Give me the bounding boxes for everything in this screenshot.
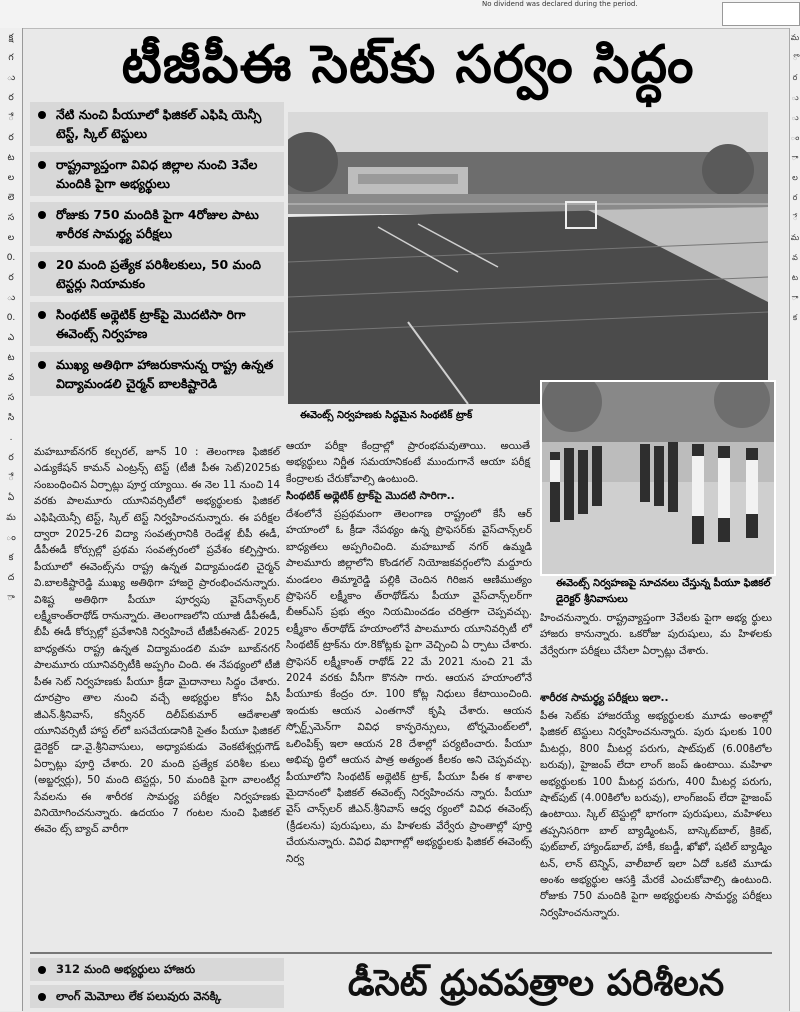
right-strip-fragment: ు (791, 113, 799, 122)
second-headline: డీసెట్ ధ్రువపత్రాల పరిశీలన (347, 962, 725, 1004)
left-strip-fragment: ర (8, 453, 14, 463)
highlight-bullet (30, 352, 284, 396)
second-story-bullet-text: 312 మంది అభ్యర్థులు హాజరు (56, 962, 196, 976)
highlight-bullet-text: నేటి నుంచి పీయూలో ఫిజికల్ ఎఫిషి యెన్సీ టెస్ట్, స్కిల్ టెస్టులు (56, 107, 262, 141)
highlight-bullet (30, 302, 284, 346)
left-strip-fragment: ఎ (7, 333, 15, 343)
highlight-bullets (30, 102, 284, 402)
left-strip-fragment: ు (6, 293, 16, 303)
track-photo-image (288, 112, 768, 404)
left-strip-fragment: ఏ (7, 493, 15, 503)
track-photo (288, 112, 768, 404)
left-strip-fragment: క్ష (8, 33, 14, 43)
right-strip-fragment: వ (792, 253, 798, 262)
right-strip-fragment: క (792, 313, 798, 322)
right-strip-fragment: ర (792, 193, 798, 202)
main-headline: టీజీపీఈ సెట్‌కు సర్వం సిద్ధం (121, 34, 695, 95)
left-strip-fragment: ే (8, 113, 14, 123)
left-strip-fragment: ల (7, 233, 15, 243)
left-strip-fragment: ర (8, 93, 14, 103)
left-strip-fragment: సి (7, 413, 15, 423)
top-note: No dividend was declared during the period. (482, 0, 638, 8)
left-strip-fragment: 0. (6, 253, 16, 263)
right-strip-fragment: ం (790, 133, 800, 142)
left-strip-fragment: ర (8, 133, 14, 143)
top-right-box (722, 2, 800, 26)
bullet-dot-icon (38, 261, 46, 269)
left-strip-fragment: స (7, 393, 15, 403)
left-strip-fragment: 0. (6, 313, 16, 323)
left-strip-fragment: . (9, 433, 13, 443)
right-strip-fragment: మ (790, 233, 800, 242)
left-strip-fragment: మ (6, 513, 16, 523)
article-column-2-body: దేశంలోనే ప్రప్రథమంగా తెలంగాణ రాష్ట్రంలో కేసీ ఆర్ హయాంలో ఓ క్రీడా నేపథ్యం ఉన్న ప్రొఫెసర్‌కు వైస్‌చాన్స్‌లర్ బాధ్యతలు అప్పగించింది. మహబూబ్ నగర్ ఉమ్మడి పాలమూరు జిల్లాలోని కొండగల్ నియోజకవర్గంలోని మద్దూరు మండలం తిమ్మారెడ్డి పల్లికి చెందిన గిరిజన ఆణిముత్యం ప్రొఫెసర్ లక్ష్మీకాం త్‌రాథోడ్‌ను పీయూ వైస్‌చాన్స్‌లర్‌గా బీఆర్ఎస్ ప్రభు త్వం నియమించడం చరిత్రగా చెప్పవచ్చు. లక్ష్మీకాం త్‌రాథోడ్ హయాంలోనే పాలమూరు యూనివర్సిటీ లో సింథటిక్ ట్రాక్‌ను రూ.8కోట్లకు పైగా వెచ్చించి ఏ ర్పాటు చేశారు. ప్రొఫెసర్ లక్ష్మీకాంత్ రాథోడ్ 22 మే 2021 నుంచి 21 మే 2024 వరకు వీసీగా కొనసా గారు. ఆయన హయాంలోనే పీయూకు కేంద్రం రూ. 100 కోట్ల నిధులు కేటాయించింది. ఇందుకు ఆయన ఎంతగానో కృషి చేశారు. ఆయన స్పోర్ట్స్‌మెన్‌గా వివిధ కాన్ఫరెన్సులు, టోర్నమెంట్‌లలో, ఒలింపిక్స్ ఇలా ఆయన 28 దేశాల్లో పర్యటించారు. పీయూ అభివృ ద్ధిలో ఆయన పాత్ర అత్యంత కీలకం అని చెప్పవచ్చు. పీయూలోని సింథటిక్ అథ్లెటిక్ ట్రాక్, పీయూ పీఈ క శాశాల మైదానంలో ఫిజికల్ ఈవెంట్స్ నిర్వహించను న్నారు. పీయూ వైస్ చాన్స్‌లర్ జీఎన్.శ్రీనివాస్ ఆధ్వ ర్యంలో వివిధ ఈవెంట్స్ (క్రీడలను) పురుషులు, మ హిళలకు వేర్వేరు ప్రాంతాల్లో పూర్తి చేయనున్నారు. వివిధ విభాగాల్లో అభ్యర్థులకు ఫిజికల్ ఈవెంట్స్ నిర్వ (286, 508, 532, 865)
left-strip-fragment: ట (7, 153, 15, 163)
second-story-bullet (30, 985, 284, 1008)
subheading-fitness-tests: శారీరక సామర్థ్య పరీక్షలు ఇలా.. (540, 692, 669, 704)
right-strip-fragment: ల (792, 173, 798, 182)
track-photo-caption: ఈవెంట్స్ నిర్వహణకు సిద్ధమైన సింథటిక్ ట్రాక్ (300, 410, 473, 421)
left-strip-fragment: స (7, 213, 15, 223)
right-strip-fragment: ే (792, 213, 798, 222)
right-strip-fragment: ా (791, 293, 799, 302)
highlight-bullet-text: ముఖ్య అతిథిగా హాజరుకానున్న రాష్ట్ర ఉన్నత విద్యామండలి చైర్మన్ బాలకిష్టారెడి (56, 357, 274, 391)
candidates-photo (540, 380, 776, 576)
highlight-bullet (30, 102, 284, 146)
bullet-dot-icon (38, 161, 46, 169)
section-divider (30, 952, 772, 954)
second-story-bullet (30, 958, 284, 981)
bullet-dot-icon (38, 211, 46, 219)
highlight-bullet (30, 152, 284, 196)
article-column-2-top: ఆయా పరీక్షా కేంద్రాల్లో ప్రారంభమవుతాయి. అయితే అభ్యర్థులు నిర్ణీత సమయానికంటే ముందుగానే ఆయా పరీక్ష కేంద్రాలకు చేరుకోవాల్సి ఉంటుంది. (286, 440, 530, 485)
second-story-bullets (30, 958, 284, 1012)
left-strip-fragment: వ (7, 373, 15, 383)
left-strip-fragment: ు (6, 73, 16, 83)
left-strip-fragment: ద (7, 573, 15, 583)
right-strip-fragment: మ (790, 33, 800, 42)
highlight-bullet (30, 252, 284, 296)
right-strip-fragment: ా (791, 153, 799, 162)
right-strip-fragment: ర (792, 73, 798, 82)
left-strip-fragment: ా (7, 593, 15, 603)
candidates-photo-caption: ఈవెంట్స్ నిర్వహణపై సూచనలు చేస్తున్న పీయూ ఫిజికల్ డైరెక్టర్ శ్రీనివాసులు (556, 578, 771, 605)
right-strip-fragment: ట (791, 273, 799, 282)
bullet-dot-icon (38, 361, 46, 369)
subheading-synthetic-track: సింథటిక్ అథ్లెటిక్ ట్రాక్‌పై మొదటి సారిగా.. (286, 490, 455, 502)
article-column-2 (286, 486, 532, 867)
highlight-bullet (30, 202, 284, 246)
left-strip-fragment: ట (7, 353, 15, 363)
right-strip-fragment: ొ (792, 53, 798, 62)
left-strip-fragment: ల (7, 173, 15, 183)
bullet-dot-icon (38, 993, 46, 1001)
bullet-dot-icon (38, 111, 46, 119)
left-strip-fragment: క (8, 553, 14, 563)
article-column-3-body: పీఈ సెట్‌కు హాజరయ్యే అభ్యర్థులకు మూడు అంశాల్లో ఫిజికల్ టెస్టులు నిర్వహించనున్నారు. పురు షులకు 100 మీటర్లు, 800 మీటర్ల పరుగు, షాట్‌పుట్ (6.00కిలోల బరువు), హైజంప్ లేదా లాంగ్ జంప్ ఉంటాయి. మహిళా అభ్యర్థులకు 100 మీటర్ల పరుగు, 400 మీటర్ల పరుగు, షాట్‌పుట్ (4.00కిలోల బరువు), లాంగ్‌జంప్ లేదా హైజంప్ ఉంటాయి. స్కిల్ టెస్టుల్లో భాగంగా పురుషులు, మహిళలు తప్పనిసరిగా బాల్ బ్యాడ్మింటన్, బాస్కెట్‌బాల్, క్రికెట్, ఫుట్‌బాల్, హ్యాండ్‌బాల్, హాకీ, కబడ్డీ, ఖోఖో, షటిల్ బ్యాడ్మిం టన్, లాన్ టెన్నిస్, వాలీబాల్ ఇలా ఏదో ఒకటి మూడు అంశం అభ్యర్థుల ఆసక్తి మేరకే ఎంచుకోవాల్సి ఉంటుంది. రోజుకు 750 మందికి పైగా అభ్యర్థులకు సామర్థ్య పరీక్షలు నిర్వహించనున్నారు. (540, 710, 772, 919)
left-strip-fragment: గ (8, 53, 14, 63)
highlight-bullet-text: సింథటిక్ అథ్లెటిక్ ట్రాక్‌పై మొదటిసా రిగా ఈవెంట్స్ నిర్వహణ (56, 307, 246, 341)
right-strip-fragment: ు (791, 93, 799, 102)
article-column-3-top: హించనున్నారు. రాష్ట్రవ్యాప్తంగా 3వేలకు పైగా అభ్య ర్థులు హాజరు కానున్నారు. ఒకరోజు పురుషులు, మ హిళలకు వేర్వేరుగా పరీక్షలు చేసేలా ఏర్పాట్లు చేశారు. (540, 612, 772, 657)
top-strip (0, 0, 800, 29)
article-column-3 (540, 688, 772, 921)
left-strip-fragment: ర (8, 273, 14, 283)
highlight-bullet-text: రాష్ట్రవ్యాప్తంగా వివిధ జిల్లాల నుంచి 3వేల మందికి పైగా అభ్యర్థులు (56, 157, 258, 191)
left-strip-fragment: లె (7, 193, 15, 203)
right-column-strip (789, 28, 800, 1011)
left-strip-fragment: ే (8, 473, 14, 483)
second-story-bullet-text: లాంగ్ మెమోలు లేక పలువురు వెనక్కి (56, 989, 222, 1003)
left-strip-fragment: ం (6, 533, 16, 543)
left-column-strip (0, 28, 23, 1011)
bullet-dot-icon (38, 311, 46, 319)
article-column-1: మహబూబ్‌నగర్ కల్చరల్, జూన్ 10 : తెలంగాణ ఫిజికల్ ఎడ్యుకేషన్ కామన్ ఎంట్రన్స్ టెస్ట్ (టీజీ పీఈ సెట్)2025కు సంబంధించిన ఏర్పాట్లు పూర్త య్యాయి. ఈ నెల 11 నుంచి 14 వరకు పాలమూరు యూనివర్సిటీలో అభ్యర్థులకు ఫిజికల్ ఎఫిషియెన్సీ టెస్ట్, స్కిల్ టెస్ట్ నిర్వహించనున్నారు. ఈ పరీక్షల ద్వారా 2025-26 విద్యా సంవత్సరానికి రెండేళ్ల బీపీ ఈడీ, డీపీఈడీ కోర్సుల్లో ప్రథమ సంవత్సరంలో ప్రవేశం కల్పిస్తారు. పీయూలో ఈవెంట్స్‌ను రాష్ట్ర ఉన్నత విద్యామండలి చైర్మన్ వి.బాలకిష్టారెడ్డి ముఖ్య అతిథిగా హాజరై ప్రారంభించనున్నారు. విశిష్ట అతిథిగా పీయూ పూర్వపు వైస్‌చాన్స్‌లర్ లక్ష్మీకాంత్‌రాథోడ్ రానున్నారు. తెలంగాణలోని యూజీ డీపీఈడీ, బీపీ ఈడీ కోర్సుల్లో ప్రవేశానికి నిర్వహించే టీజీపీఈసెట్- 2025 బాధ్యతను రాష్ట్ర ఉన్నత విద్యామండలి మహ బూబ్‌నగర్ పాలమూరు యూనివర్సిటీకి అప్పగిం చింది. ఈ నేపథ్యంలో టీజీ పీఈ సెట్ నిర్వహణకు పీయూ క్రీడా మైదానాలు సిద్ధం చేశారు. దూరప్రాం తాల నుంచి వచ్చే అభ్యర్థుల కోసం వీసీ జీఎన్.శ్రీనివాస్, కన్వీనర్ దిలీప్‌కుమార్ ఆదేశాలతో యూనివర్సిటీ హాస్ట ల్‌లో బసచేయడానికి సైతం పీయూ ఫిజికల్ డైరెక్టర్ డా.వై.శ్రీనివాసులు, అధ్యాపకుడు వెంకటేశ్వర్లుగౌడ్ ఏర్పాట్లు పూర్తి చేశారు. 20 మంది ప్రత్యేక పరిశీల కులు (అబ్జర్వర్లు), 50 మంది టెస్టర్లు, 50 మందికి పైగా వాలంటీర్ల సేవలను ఈ శారీరక సామర్థ్య పరీక్షల నిర్వహణకు వినియోగించనున్నారు. ఉదయం 7 గంటల నుంచి ఫిజికల్ ఈవెం ట్స్ బ్యాచ్ వారీగా (34, 446, 280, 836)
candidates-photo-image (542, 382, 774, 574)
highlight-bullet-text: 20 మంది ప్రత్యేక పరిశీలకులు, 50 మంది టెస్టర్లు నియామకం (56, 257, 261, 291)
bullet-dot-icon (38, 966, 46, 974)
highlight-bullet-text: రోజుకు 750 మందికి పైగా 4రోజుల పాటు శారీరక సామర్థ్య పరీక్షలు (56, 207, 259, 241)
